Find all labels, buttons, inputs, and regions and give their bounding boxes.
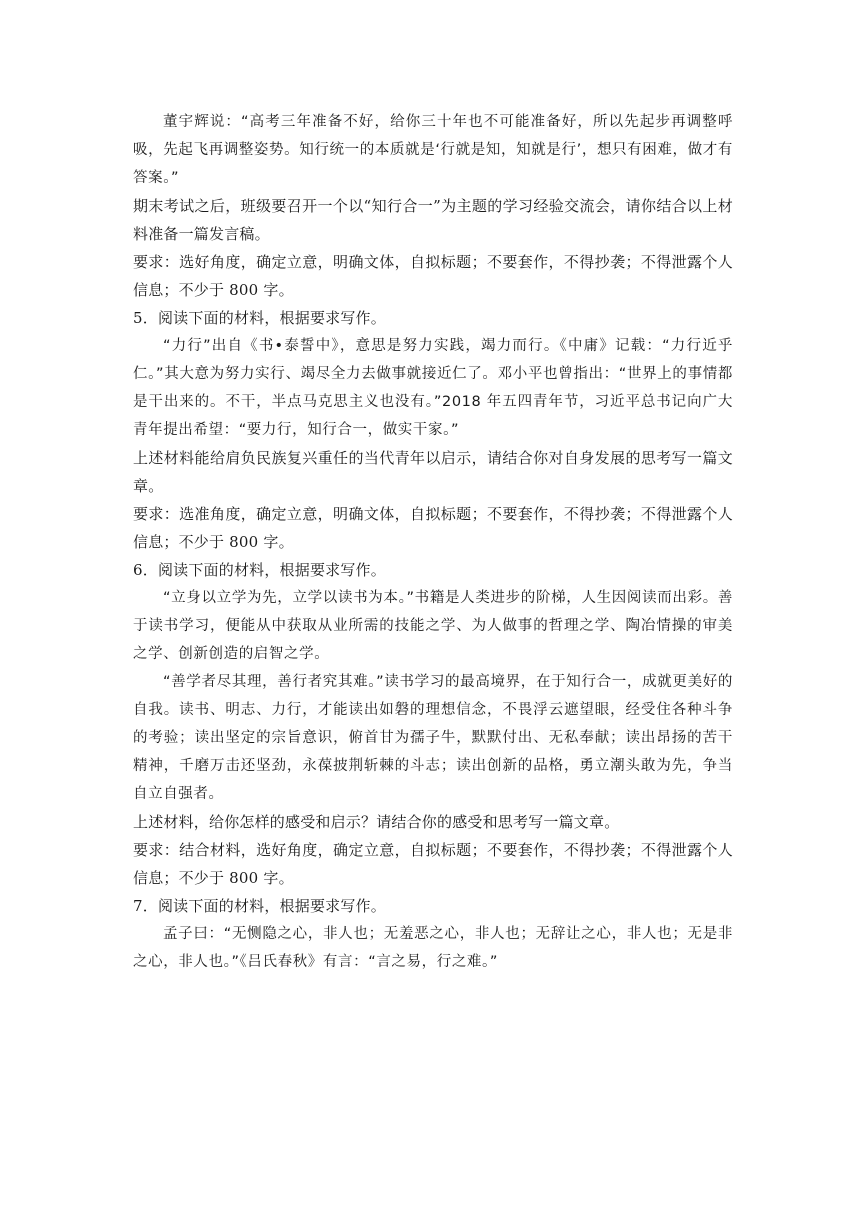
quote-paragraph-lishen: “立身以立学为先，立学以读书为本。”书籍是人类进步的阶梯，人生因阅读而出彩。善于读书学习，便能从中获取从业所需的技能之学、为人做事的哲理之学、陶冶情操的审美之学、创新创造的启智之学。 bbox=[133, 590, 733, 662]
question-heading-6: 6．阅读下面的材料，根据要求写作。 bbox=[133, 561, 386, 579]
question-heading-7: 7．阅读下面的材料，根据要求写作。 bbox=[133, 897, 386, 915]
quote-paragraph-dong-yuhui: 董宇辉说：“高考三年准备不好，给你三十年也不可能准备好，所以先起步再调整呼吸，先起飞再调整姿势。知行统一的本质就是‘行就是知，知就是行’，想只有困难，做才有答案。” bbox=[133, 114, 733, 186]
document-page bbox=[133, 108, 733, 976]
requirement-paragraph: 要求：选好角度，确定立意，明确文体，自拟标题；不要套作，不得抄袭；不得泄露个人信息；不少于 800 字。 bbox=[133, 253, 733, 299]
task-paragraph: 上述材料能给肩负民族复兴重任的当代青年以启示，请结合你对自身发展的思考写一篇文章。 bbox=[133, 449, 733, 495]
quote-paragraph-mencius: 孟子曰：“无恻隐之心，非人也；无羞恶之心，非人也；无辞让之心，非人也；无是非之心，非人也。”《吕氏春秋》有言：“言之易，行之难。” bbox=[133, 926, 733, 970]
question-heading-5: 5．阅读下面的材料，根据要求写作。 bbox=[133, 309, 386, 327]
task-paragraph: 期末考试之后，班级要召开一个以“知行合一”为主题的学习经验交流会，请你结合以上材料准备一篇发言稿。 bbox=[133, 197, 733, 243]
quote-paragraph-shanxue: “善学者尽其理，善行者究其难。”读书学习的最高境界，在于知行合一，成就更美好的自我。读书、明志、力行，才能读出如磐的理想信念，不畏浮云遮望眼，经受住各种斗争的考验；读出坚定的宗旨意识，俯首甘为孺子牛，默默付出、无私奉献；读出昂扬的苦干精神，千磨万击还坚劲，永葆披荆斩棘的斗志；读出创新的品格，勇立潮头敢为先，争当自立自强者。 bbox=[133, 674, 733, 802]
task-paragraph: 上述材料，给你怎样的感受和启示？请结合你的感受和思考写一篇文章。 bbox=[133, 813, 620, 831]
requirement-paragraph: 要求：结合材料，选好角度，确定立意，自拟标题；不要套作，不得抄袭；不得泄露个人信息；不少于 800 字。 bbox=[133, 841, 733, 887]
requirement-paragraph: 要求：选准角度，确定立意，明确文体，自拟标题；不要套作，不得抄袭；不得泄露个人信息；不少于 800 字。 bbox=[133, 505, 733, 551]
quote-paragraph-lixing: “力行”出自《书•泰誓中》，意思是努力实践，竭力而行。《中庸》记载：“力行近乎仁。”其大意为努力实行、竭尽全力去做事就接近仁了。邓小平也曾指出：“世界上的事情都是干出来的。不干，半点马克思主义也没有。”2018 年五四青年节，习近平总书记向广大青年提出希望：“要力行，知行合一，做实干家。” bbox=[133, 338, 734, 438]
